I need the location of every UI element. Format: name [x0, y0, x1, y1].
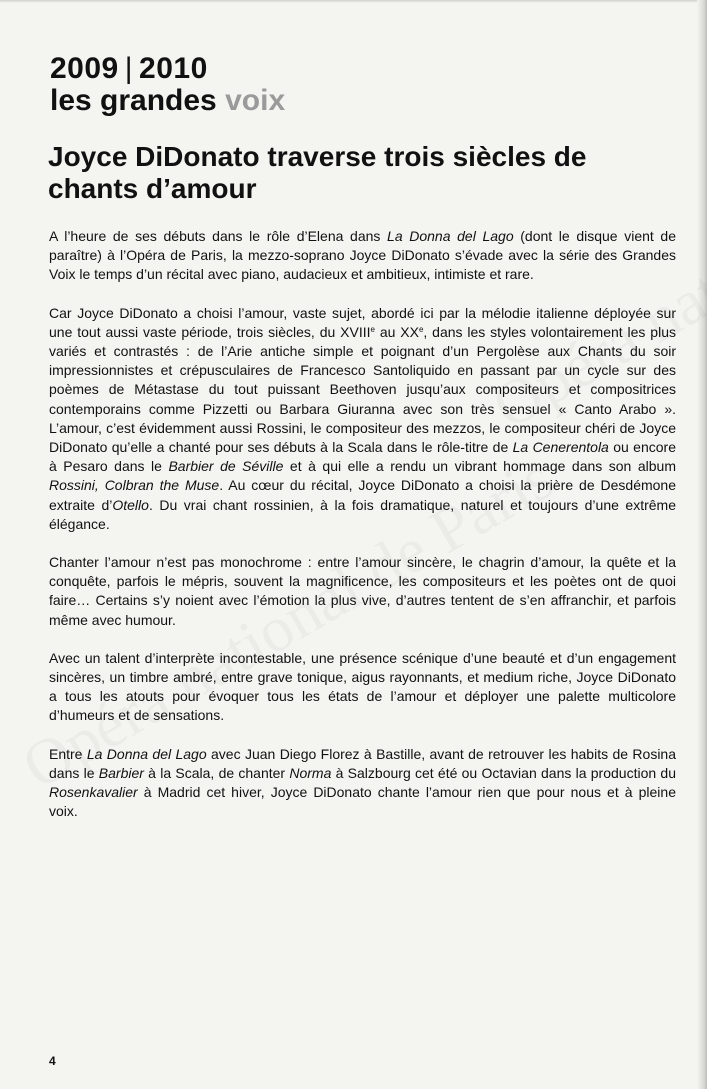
paragraph-text: et à qui elle a rendu un vibrant hommage dans son album — [283, 458, 676, 475]
paragraph-text: à Madrid cet hiver, Joyce DiDonato chante l’amour rien que pour nous et à pleine voix. — [49, 784, 676, 820]
season-year-start: 2009 — [50, 52, 119, 85]
series-prefix: les grandes — [50, 84, 217, 117]
superscript-text: e — [370, 324, 375, 334]
season-year-end: 2010 — [139, 52, 208, 85]
paragraph-text: à la Scala, de chanter — [143, 764, 290, 781]
season-heading — [50, 54, 208, 84]
season-separator: | — [124, 52, 134, 85]
article-title: Joyce DiDonato traverse trois siècles de chants d’amour — [48, 141, 587, 204]
paragraph-text: (dont le disque vient de paraître) à l’Opéra de Paris, la mezzo-soprano Joyce DiDonato s’évade avec la série des Grandes Voix le temps d’un récital avec piano, audacieux et ambitieux, intimiste et rare. — [49, 228, 677, 283]
italic-title: Barbier — [98, 764, 144, 781]
paragraph-text: , dans les styles volontairement les plus variés et contrastés : de l’Arie antiche simple et poignant d’un Pergolèse aux Chants du soir impressionnistes et crépusculaires de Francesco Santoliquido en passant par un cycle sur des poèmes de Métastase du tout puissant Beethoven jusqu’aux compositeurs et compositrices contemporains comme Pizzetti ou Barbara Giuranna avec son très sensuel « Canto Arabo ». L’amour, c’est évidemment aussi Rossini, le compositeur des mezzos, le compositeur chéri de Joyce DiDonato qu’elle a chanté pour ses débuts à la Scala dans le rôle-titre de — [49, 323, 676, 456]
paragraph-text: ou encore à Pesaro dans le — [49, 439, 676, 475]
series-suffix: voix — [225, 84, 286, 117]
italic-title: Otello — [112, 496, 149, 513]
article-paragraph — [49, 304, 676, 534]
superscript-text: e — [418, 324, 424, 334]
paragraph-text: au XX — [374, 323, 419, 340]
italic-title: Barbier de Séville — [168, 458, 284, 475]
article-paragraph — [49, 553, 676, 630]
italic-title: La Donna del Lago — [86, 745, 207, 762]
italic-title: La Donna del Lago — [387, 228, 514, 244]
paragraph-text: avec Juan Diego Florez à Bastille, avant de retrouver les habits de Rosina dans le — [49, 745, 676, 781]
paragraph-text: A l’heure de ses débuts dans le rôle d’Elena dans — [49, 228, 388, 244]
paragraph-text: Entre — [49, 745, 87, 762]
paragraph-text: . Du vrai chant rossinien, à la fois dramatique, naturel et toujours d’une extrême élégance. — [49, 496, 677, 532]
paragraph-text: . Au cœur du récital, Joyce DiDonato a choisi la prière de Desdémone extraite d’ — [49, 477, 676, 513]
paragraph-text: à Salzbourg cet été ou Octavian dans la production du — [331, 764, 676, 781]
italic-title: Norma — [289, 764, 332, 781]
italic-title: La Cenerentola — [512, 439, 609, 456]
italic-title: Rosenkavalier — [49, 784, 138, 801]
article-paragraph — [49, 227, 676, 285]
page-number: 4 — [49, 1054, 56, 1068]
page-right-edge — [697, 0, 707, 1089]
paragraph-text: Chanter l’amour n’est pas monochrome : entre l’amour sincère, le chagrin d’amour, la quête et la conquête, parfois le mépris, souvent la magnificence, les compositeurs et les poètes ont de quoi faire… Certains s’y noient avec l’émotion la plus vive, d’autres tentent de s’en affranchir, et parfois même avec humour. — [49, 554, 676, 628]
article-paragraph — [49, 745, 676, 822]
italic-title: Rossini, Colbran the Muse — [49, 477, 220, 494]
article-body — [49, 227, 676, 840]
page-top-edge — [0, 0, 707, 3]
paragraph-text: Avec un talent d’interprète incontestable, une présence scénique d’une beauté et d’un engagement sincères, un timbre ambré, entre grave tonique, aigus rayonnants, et medium riche, Joyce DiDonato a tous les atouts pour évoquer tous les états de l’amour et déployer une palette multicolore d’humeurs et de sensations. — [49, 649, 676, 724]
article-paragraph — [49, 649, 676, 726]
series-heading — [50, 85, 285, 117]
paragraph-text: Car Joyce DiDonato a choisi l’amour, vaste sujet, abordé ici par la mélodie italienne déployée sur une tout aussi vaste période, trois siècles, du XVIII — [49, 304, 676, 340]
